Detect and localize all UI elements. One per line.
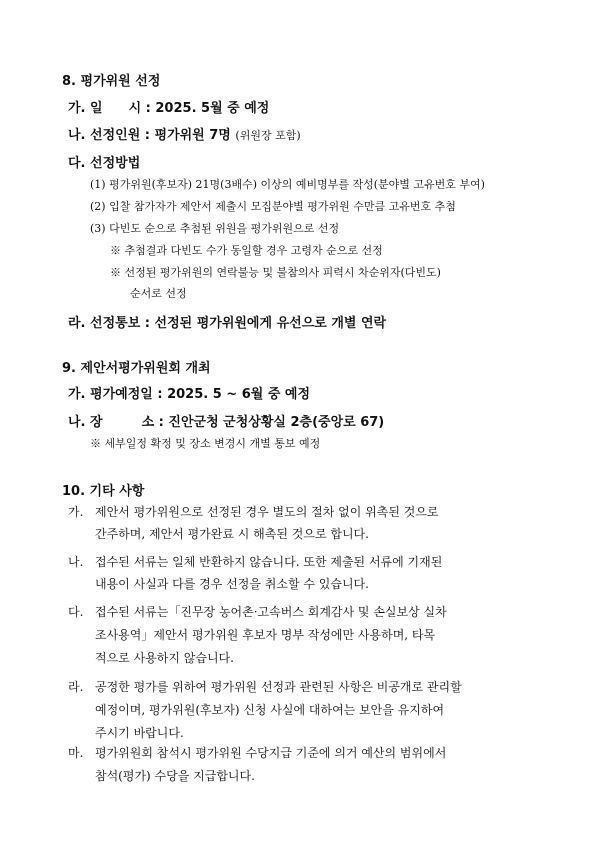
s8-method-1: (1) 평가위원(후보자) 21명(3배수) 이상의 예비명부를 작성(분야별 고유번호 부여) (90, 178, 485, 191)
s8-date: 가. 일 시 : 2025. 5월 중 예정 (68, 101, 270, 116)
s10-item-b-marker: 나. (68, 555, 84, 569)
s10-item-e-line2: 참석(평가) 수당을 지급합니다. (95, 769, 255, 783)
s8-count (68, 124, 301, 143)
section-9-title: 9. 제안서평가위원회 개최 (62, 361, 211, 376)
s10-item-a-line1: 가. 제안서 평가위원으로 선정된 경우 별도의 절차 없이 위촉된 것으로 (68, 505, 439, 519)
s10-item-c-marker: 다. (68, 605, 84, 619)
s10-item-c-line2: 조사용역」제안서 평가위원 후보자 명부 작성에만 사용하며, 타목 (95, 628, 436, 642)
s8-method-title: 다. 선정방법 (68, 156, 141, 171)
s8-note-1: ※ 추첨결과 다빈도 수가 동일할 경우 고령자 순으로 선정 (110, 244, 383, 257)
s8-note-2a: ※ 선정된 평가위원의 연락불능 및 불참의사 피력시 차순위자(다빈도) (110, 266, 441, 279)
s10-item-a-line2: 간주하며, 제안서 평가완료 시 해촉된 것으로 합니다. (95, 527, 369, 541)
section-8-title: 8. 평가위원 선정 (62, 74, 161, 89)
s9-note: ※ 세부일정 확정 및 장소 변경시 개별 통보 예정 (90, 437, 321, 450)
s8-method-2: (2) 입찰 참가자가 제안서 제출시 모집분야별 평가위원 수만큼 고유번호 추첨 (90, 200, 456, 213)
s8-notify: 라. 선정통보 : 선정된 평가위원에게 유선으로 개별 연락 (68, 316, 387, 331)
s10-item-e-line1: 마. 평가위원회 참석시 평가위원 수당지급 기준에 의거 예산의 범위에서 (68, 746, 447, 760)
s9-place: 나. 장 소 : 진안군청 군청상황실 2층(중앙로 67) (68, 415, 385, 430)
s8-note-2b: 순서로 선정 (130, 287, 187, 300)
s9-date: 가. 평가예정일 : 2025. 5 ~ 6월 중 예정 (68, 387, 311, 402)
s10-item-a-marker: 가. (68, 505, 84, 519)
s10-item-b-line1: 나. 접수된 서류는 일체 반환하지 않습니다. 또한 제출된 서류에 기재된 (68, 555, 443, 569)
s10-item-d-line1: 라. 공정한 평가를 위하여 평가위원 선정과 관련된 사항은 비공개로 관리할 (68, 680, 462, 694)
s10-item-d-marker: 라. (68, 680, 84, 694)
s10-item-c-line1: 다. 접수된 서류는「진무장 농어촌·고속버스 회계감사 및 손실보상 실차 (68, 605, 447, 619)
s10-item-d-line2: 예정이며, 평가위원(후보자) 신청 사실에 대하여는 보안을 유지하여 (95, 703, 445, 717)
s10-item-b-line2: 내용이 사실과 다를 경우 선정을 취소할 수 있습니다. (95, 577, 369, 591)
section-10-title: 10. 기타 사항 (62, 484, 145, 499)
s8-count-note: (위원장 포함) (235, 129, 301, 142)
s8-count-main: 나. 선정인원 : 평가위원 7명 (68, 128, 231, 143)
s10-item-e-marker: 마. (68, 746, 84, 760)
s10-item-d-line3: 주시기 바랍니다. (95, 726, 184, 740)
s8-method-3: (3) 다빈도 순으로 추첨된 위원을 평가위원으로 선정 (90, 222, 340, 235)
s10-item-c-line3: 적으로 사용하지 않습니다. (95, 651, 234, 665)
